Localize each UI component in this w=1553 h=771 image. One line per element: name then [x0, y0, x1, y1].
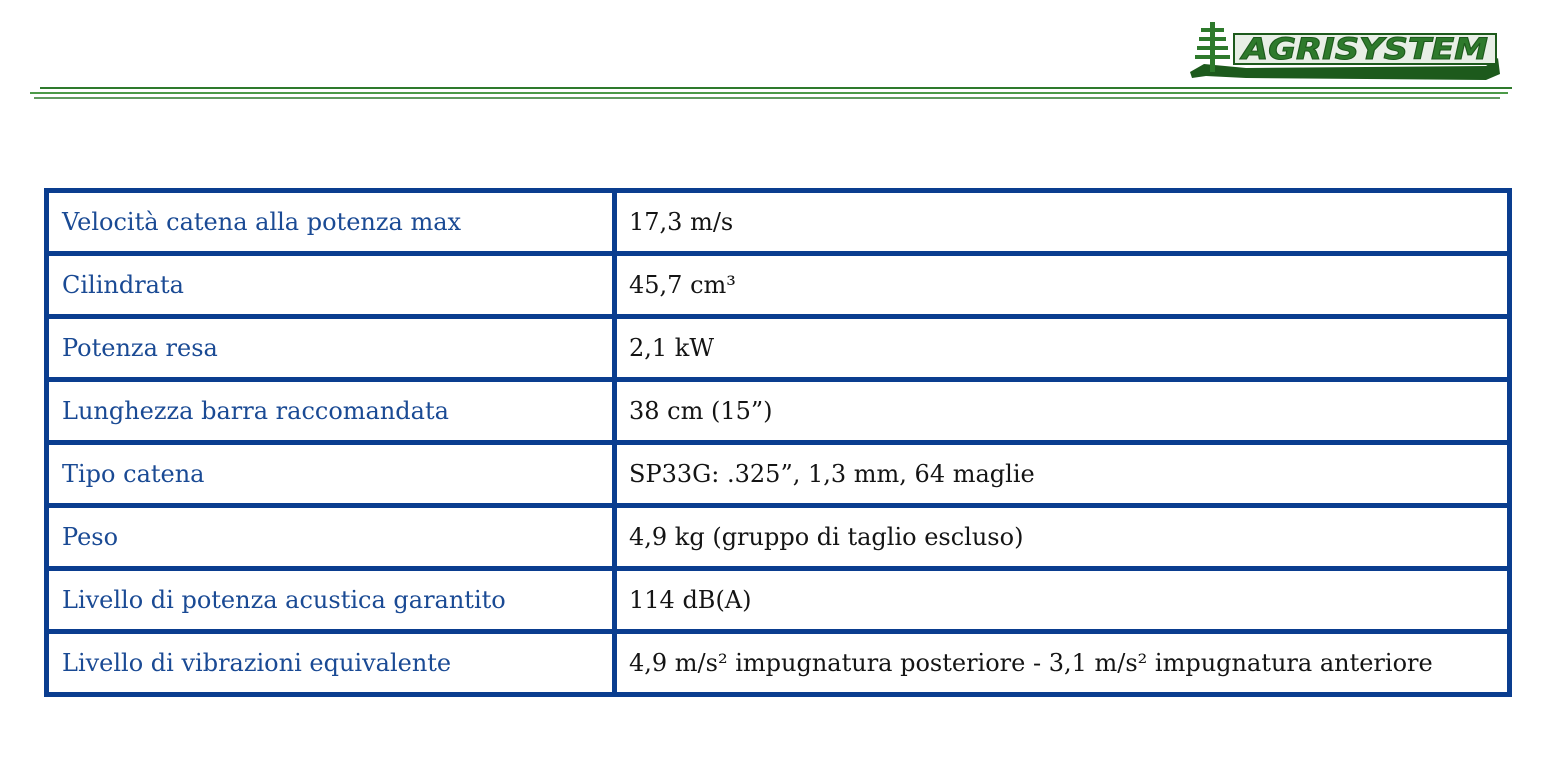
- spec-value: 17,3 m/s: [615, 191, 1510, 254]
- spec-value: 4,9 m/s² impugnatura posteriore - 3,1 m/s² impugnatura anteriore: [615, 632, 1510, 695]
- spec-label: Cilindrata: [47, 254, 615, 317]
- tree-icon: [1195, 22, 1230, 72]
- spec-value: 2,1 kW: [615, 317, 1510, 380]
- spec-label: Lunghezza barra raccomandata: [47, 380, 615, 443]
- spec-label: Livello di vibrazioni equivalente: [47, 632, 615, 695]
- table-row: [47, 191, 1510, 254]
- spec-label: Livello di potenza acustica garantito: [47, 569, 615, 632]
- specifications-table: [44, 188, 1512, 697]
- table-row: [47, 443, 1510, 506]
- spec-label: Velocità catena alla potenza max: [47, 191, 615, 254]
- table-row: [47, 317, 1510, 380]
- spec-value: SP33G: .325”, 1,3 mm, 64 maglie: [615, 443, 1510, 506]
- logo-text: AGRISYSTEM: [1239, 32, 1489, 66]
- agrisystem-logo: [1186, 16, 1504, 82]
- table-row: [47, 380, 1510, 443]
- spec-label: Peso: [47, 506, 615, 569]
- spec-value: 45,7 cm³: [615, 254, 1510, 317]
- table-row: [47, 254, 1510, 317]
- table-row: [47, 632, 1510, 695]
- header-divider-lines: [30, 86, 1512, 102]
- spec-value: 4,9 kg (gruppo di taglio escluso): [615, 506, 1510, 569]
- spec-label: Tipo catena: [47, 443, 615, 506]
- spec-value: 38 cm (15”): [615, 380, 1510, 443]
- spec-value: 114 dB(A): [615, 569, 1510, 632]
- spec-label: Potenza resa: [47, 317, 615, 380]
- table-row: [47, 569, 1510, 632]
- table-row: [47, 506, 1510, 569]
